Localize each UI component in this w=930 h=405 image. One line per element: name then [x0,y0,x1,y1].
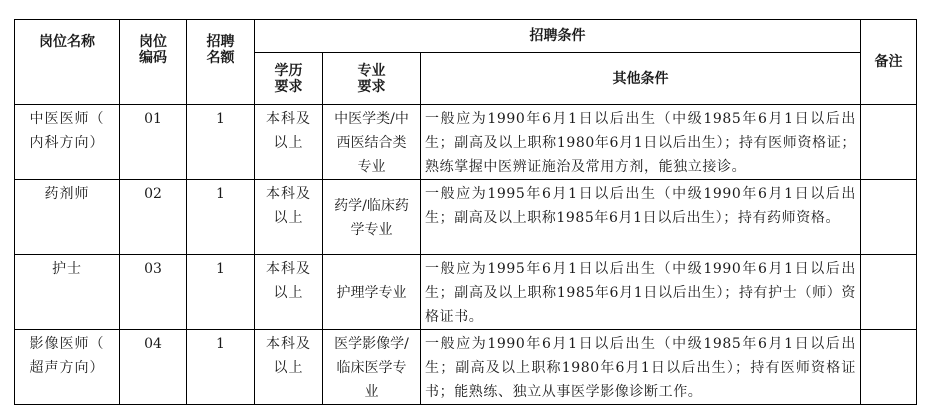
position-name-line: 影像医师（ [29,336,105,352]
header-education-line: 要求 [274,78,303,95]
education-line: 以上 [273,135,304,151]
table-row [15,105,917,180]
position-name-line: 护士 [52,261,82,277]
header-position-code-line: 岗位 [139,34,167,50]
cell-remark [861,105,917,180]
major-line: 西医结合类 [336,135,407,151]
header-remark: 备注 [861,20,917,105]
cell-other-conditions: 一般应为1995年6月1日以后出生（中级1990年6月1日以后出生；副高及以上职称1985年6月1日以后出生）；持有护士（师）资格证书。 [421,255,861,330]
recruitment-table [14,19,917,405]
education-line: 本科及 [266,111,311,127]
header-position-code [120,20,187,105]
cell-position-code: 01 [120,105,187,180]
education-line: 本科及 [266,261,311,277]
table-row [15,330,917,405]
position-name-line: 超声方向） [29,360,105,376]
header-quota-line: 招聘 [206,34,235,50]
cell-major [323,105,421,180]
education-line: 本科及 [266,186,311,202]
table-row [15,180,917,255]
education-line: 以上 [273,360,304,376]
header-major-line: 要求 [357,78,386,95]
table-row [15,255,917,330]
cell-remark [861,255,917,330]
cell-education [255,105,323,180]
header-quota-line: 名额 [206,50,235,66]
header-education-line: 学历 [274,62,303,79]
position-name-line: 药剂师 [44,186,90,202]
cell-quota: 1 [187,255,255,330]
cell-position-name [15,330,120,405]
major-line: 药学/临床药 [334,198,409,214]
cell-education [255,180,323,255]
cell-major [323,180,421,255]
cell-remark [861,330,917,405]
cell-position-name [15,105,120,180]
education-line: 以上 [273,210,304,226]
major-line: 中医学类/中 [334,111,409,127]
cell-education [255,255,323,330]
major-line: 医学影像学/ [334,336,409,352]
cell-other-conditions: 一般应为1990年6月1日以后出生（中级1985年6月1日以后出生；副高及以上职称1980年6月1日以后出生）；持有医师资格证；熟练掌握中医辨证施治及常用方剂，能独立接诊。 [421,105,861,180]
cell-quota: 1 [187,330,255,405]
header-position-name: 岗位名称 [15,20,120,105]
cell-other-conditions: 一般应为1995年6月1日以后出生（中级1990年6月1日以后出生；副高及以上职称1985年6月1日以后出生）；持有药师资格。 [421,180,861,255]
education-line: 本科及 [266,336,311,352]
cell-quota: 1 [187,105,255,180]
education-line: 以上 [273,285,304,301]
position-name-line: 内科方向） [29,135,105,151]
header-major-line: 专业 [357,62,386,79]
header-other: 其他条件 [421,53,861,105]
cell-position-code: 02 [120,180,187,255]
cell-major [323,255,421,330]
cell-education [255,330,323,405]
cell-major [323,330,421,405]
cell-quota: 1 [187,180,255,255]
major-line: 专业 [357,159,386,175]
cell-position-name [15,180,120,255]
cell-remark [861,180,917,255]
cell-position-code: 03 [120,255,187,330]
header-quota [187,20,255,105]
header-education [255,53,323,105]
major-line: 临床医学专 [336,360,407,376]
header-major [323,53,421,105]
major-line: 护理学专业 [336,285,407,301]
header-position-code-line: 编码 [139,50,167,66]
position-name-line: 中医医师（ [29,111,105,127]
cell-position-name [15,255,120,330]
major-line: 学专业 [350,222,393,238]
cell-other-conditions: 一般应为1990年6月1日以后出生（中级1985年6月1日以后出生；副高及以上职称1980年6月1日以后出生）；持有医师资格证书；能熟练、独立从事医学影像诊断工作。 [421,330,861,405]
header-conditions: 招聘条件 [255,20,861,53]
cell-position-code: 04 [120,330,187,405]
major-line: 业 [364,384,379,400]
